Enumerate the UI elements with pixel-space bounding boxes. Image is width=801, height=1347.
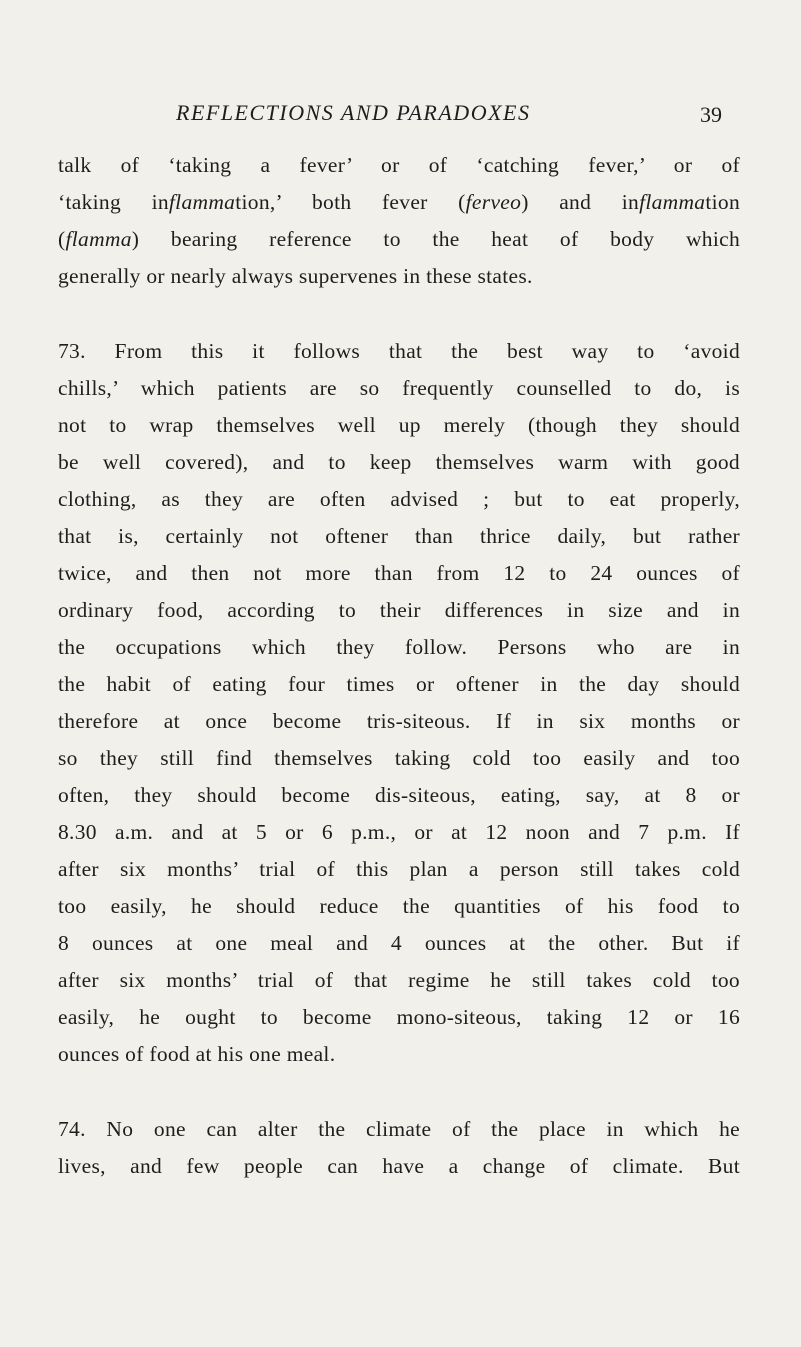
text-line: the habit of eating four times or oftener in the day should: [58, 672, 740, 696]
text-line: so they still find themselves taking cold too easily and too: [58, 746, 740, 770]
text-line: 8.30 a.m. and at 5 or 6 p.m., or at 12 noon and 7 p.m. If: [58, 820, 740, 844]
text-line: 8 ounces at one meal and 4 ounces at the other. But if: [58, 931, 740, 955]
text-line: the occupations which they follow. Persons who are in: [58, 635, 740, 659]
text-line: therefore at once become tris-siteous. If in six months or: [58, 709, 740, 733]
text-line: lives, and few people can have a change of climate. But: [58, 1154, 740, 1178]
text-line: too easily, he should reduce the quantities of his food to: [58, 894, 740, 918]
italic-term: flamma: [65, 227, 132, 251]
text-line: talk of ‘taking a fever’ or of ‘catching fever,’ or of: [58, 153, 740, 177]
italic-term: ferveo: [465, 190, 522, 214]
text-line: not to wrap themselves well up merely (though they should: [58, 413, 740, 437]
paragraph-73: [58, 333, 740, 1073]
page-number: 39: [700, 102, 722, 127]
running-head: REFLECTIONS AND PARADOXES: [176, 100, 531, 125]
text-line: after six months’ trial of that regime he still takes cold too: [58, 968, 740, 992]
paragraph-continuation: [58, 147, 740, 295]
body-text: [58, 147, 740, 1185]
text-line: that is, certainly not oftener than thrice daily, but rather: [58, 524, 740, 548]
text-line: 74. No one can alter the climate of the place in which he: [58, 1117, 740, 1141]
text-line-with-italic: (flamma) bearing reference to the heat of body which: [58, 227, 740, 251]
italic-term: flamma: [168, 190, 236, 214]
text-line: ounces of food at his one meal.: [58, 1042, 336, 1066]
text-line: often, they should become dis-siteous, eating, say, at 8 or: [58, 783, 740, 807]
text-line: generally or nearly always supervenes in these states.: [58, 264, 533, 288]
text-line: easily, he ought to become mono-siteous, taking 12 or 16: [58, 1005, 740, 1029]
text-line: chills,’ which patients are so frequently counselled to do, is: [58, 376, 740, 400]
text-line: ordinary food, according to their differences in size and in: [58, 598, 740, 622]
text-line: be well covered), and to keep themselves warm with good: [58, 450, 740, 474]
text-line: twice, and then not more than from 12 to 24 ounces of: [58, 561, 740, 585]
text-line: clothing, as they are often advised ; but to eat properly,: [58, 487, 740, 511]
italic-term: flamma: [639, 190, 706, 214]
text-line-with-italic: ‘taking inflammation,’ both fever (ferveo) and inflammation: [58, 190, 741, 214]
paragraph-74: [58, 1111, 740, 1185]
text-line: 73. From this it follows that the best way to ‘avoid: [58, 339, 740, 363]
text-line: after six months’ trial of this plan a person still takes cold: [58, 857, 740, 881]
